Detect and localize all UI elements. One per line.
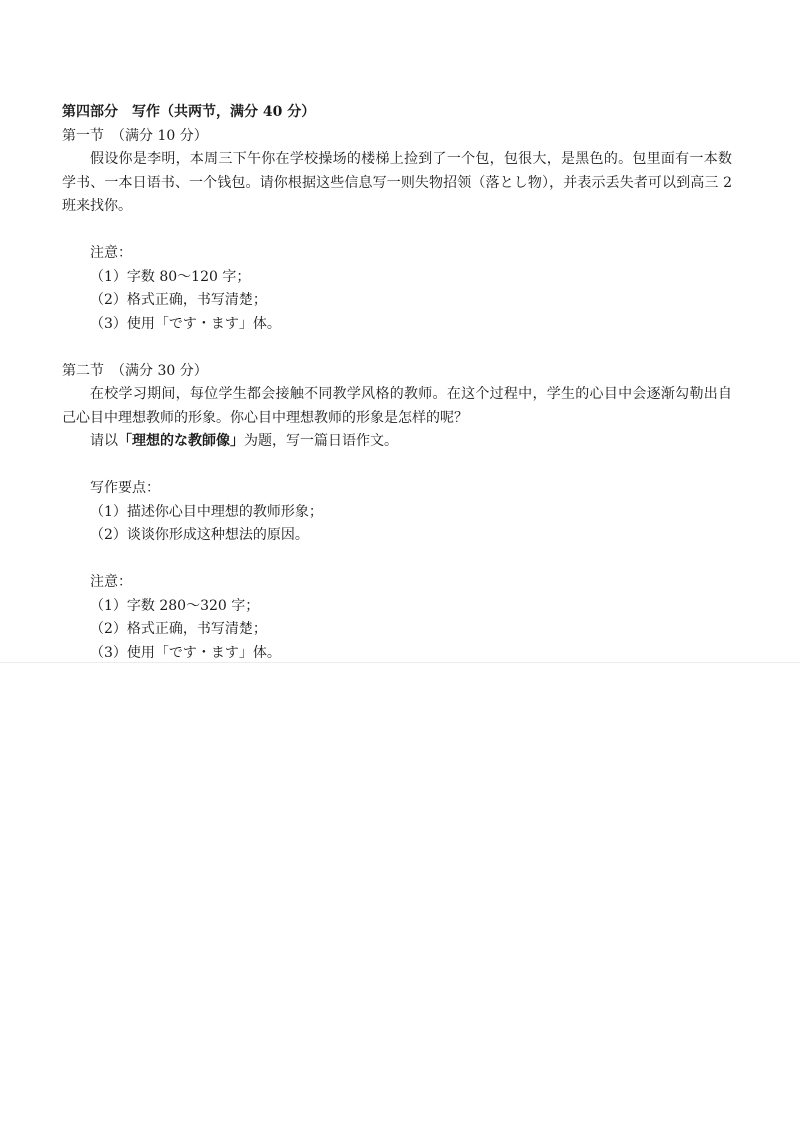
section1-note-2: （2）格式正确，书写清楚； <box>90 292 267 308</box>
section1-prompt: 假设你是李明，本周三下午你在学校操场的楼梯上捡到了一个包，包很大，是黑色的。包里面有一本数学书、一本日语书、一个钱包。请你根据这些信息写一则失物招领（落とし物），并表示丢失者可以到高三 2 班来找你。 <box>62 151 732 214</box>
section2-prompt: 在校学习期间，每位学生都会接触不同教学风格的教师。在这个过程中，学生的心目中会逐渐勾勒出自己心目中理想教师的形象。你心目中理想教师的形象是怎样的呢？ <box>62 386 732 426</box>
spacer <box>62 336 732 360</box>
section1-notes-title: 注意： <box>90 245 132 261</box>
section2-point-2: （2）谈谈你形成这种想法的原因。 <box>90 527 309 543</box>
part-heading: 第四部分 写作（共两节，满分 40 分） <box>62 104 316 120</box>
section1-note-3: （3）使用「です・ます」体。 <box>90 315 281 332</box>
essay-title: 「理想的な教師像」 <box>118 433 244 449</box>
spacer <box>62 454 732 478</box>
section2-heading: 第二节 （满分 30 分） <box>62 362 208 379</box>
exam-page <box>62 101 732 665</box>
section2-notes-title: 注意： <box>90 574 132 590</box>
title-prefix: 请以 <box>90 433 118 449</box>
section2-title-instruction <box>62 430 732 454</box>
spacer <box>62 548 732 572</box>
section2-note-2: （2）格式正确，书写清楚； <box>90 621 267 637</box>
section2-points-title: 写作要点： <box>90 480 160 496</box>
page-divider <box>0 662 800 663</box>
section1-heading: 第一节 （满分 10 分） <box>62 127 208 144</box>
title-suffix: 为题，写一篇日语作文。 <box>244 433 398 449</box>
section1-note-1: （1）字数 80～120 字； <box>90 268 251 285</box>
spacer <box>62 219 732 243</box>
section2-note-1: （1）字数 280～320 字； <box>90 597 260 614</box>
section2-note-3: （3）使用「です・ます」体。 <box>90 644 281 661</box>
section2-point-1: （1）描述你心目中理想的教师形象； <box>90 503 323 520</box>
